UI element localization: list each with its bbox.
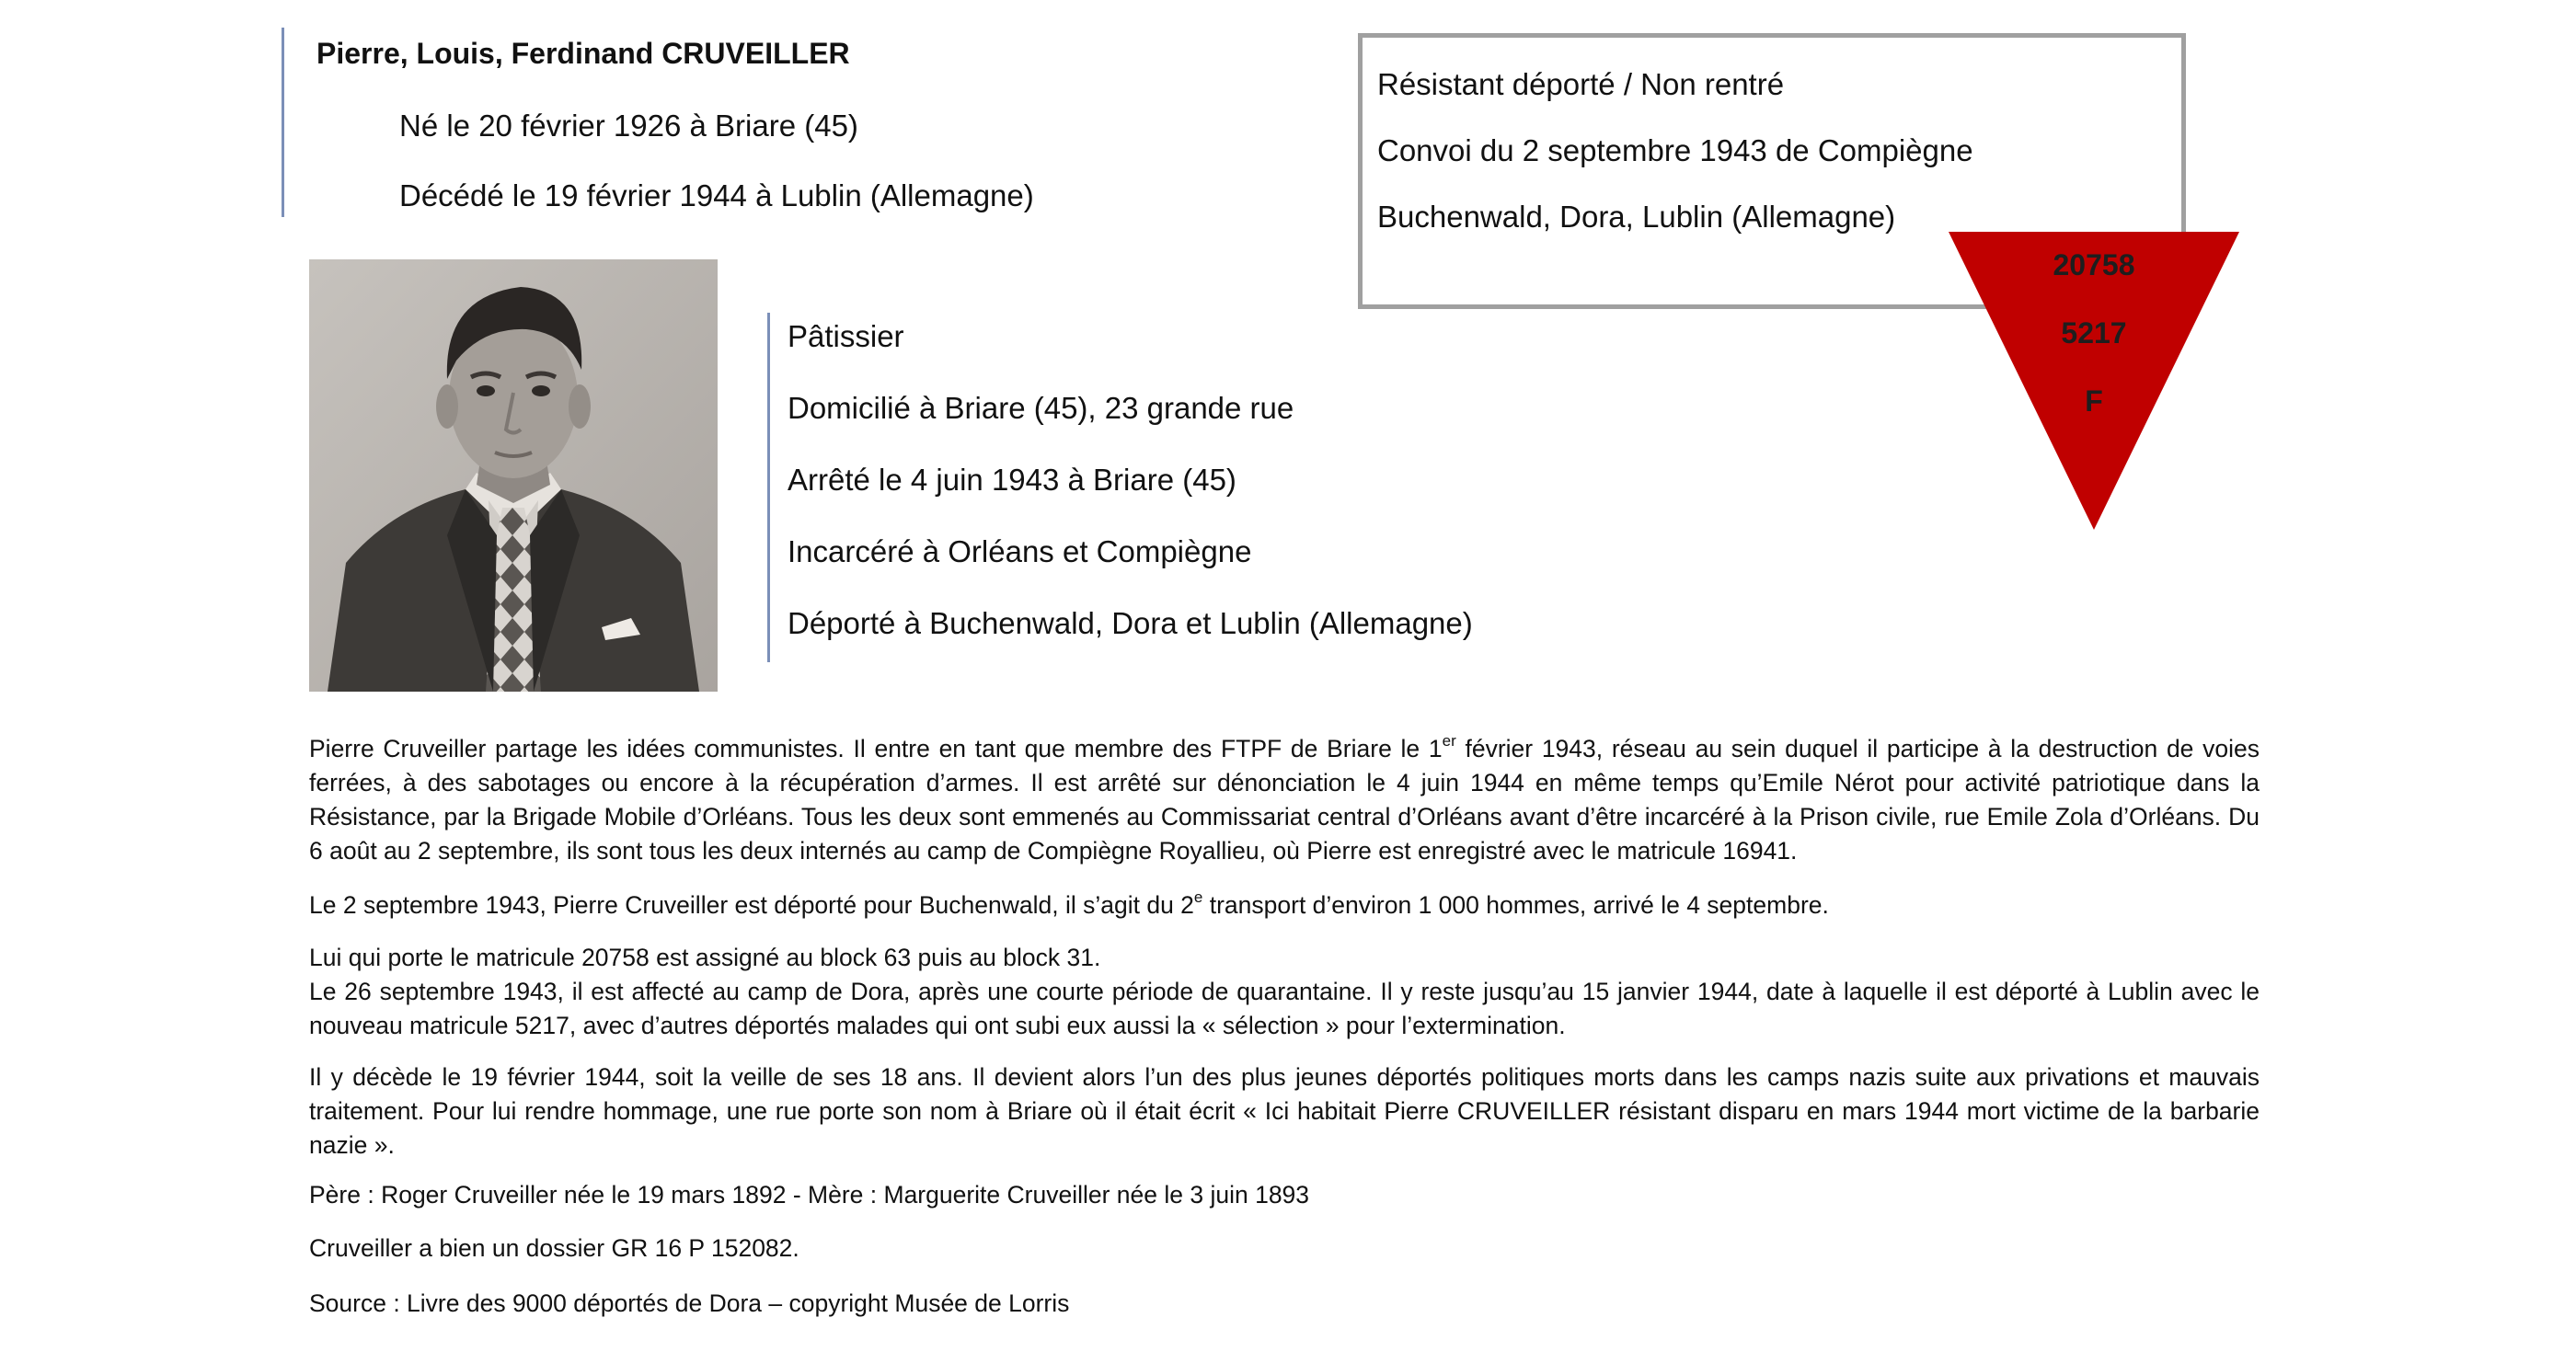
death-line: Décédé le 19 février 1944 à Lublin (Allemagne): [399, 178, 1034, 212]
detail-profession: Pâtissier: [788, 319, 904, 353]
badge-number: 5217: [2061, 316, 2127, 349]
bio-paragraph: [309, 941, 2260, 1043]
dossier-line: Cruveiller a bien un dossier GR 16 P 152082.: [309, 1234, 799, 1262]
bio-paragraph: [309, 732, 2260, 868]
bio-text: Lui qui porte le matricule 20758 est assigné au block 63 puis au block 31.: [309, 944, 1101, 971]
detail-incarceration: Incarcéré à Orléans et Compiègne: [788, 534, 1252, 568]
header-rule: [282, 28, 284, 217]
parents-line: Père : Roger Cruveiller née le 19 mars 1892 - Mère : Marguerite Cruveiller née le 3 juin 1893: [309, 1181, 1310, 1209]
source-line: Source : Livre des 9000 déportés de Dora – copyright Musée de Lorris: [309, 1289, 1070, 1317]
birth-line: Né le 20 février 1926 à Briare (45): [399, 109, 858, 143]
detail-residence: Domicilié à Briare (45), 23 grande rue: [788, 391, 1294, 425]
badge-letter: F: [2085, 384, 2103, 418]
bio-text: février 1943, réseau au sein duquel il participe à la destruction de voies ferrées, à des sabotages ou encore à la récupération d’armes. Il est arrêté sur dénonciation le 4 juin 1944 en même temps qu’Emile Nérot pour activité patriotique dans la Résistance, par la Brigade Mobile d’Orléans. Tous les deux sont emmenés au Commissariat central d’Orléans avant d’être incarcéré à la Prison civile, rue Emile Zola d’Orléans. Du 6 août au 2 septembre, ils sont tous les deux internés au camp de Compiègne Royallieu, où Pierre est enregistré avec le matricule 16941.: [309, 735, 2260, 865]
detail-arrest: Arrêté le 4 juin 1943 à Briare (45): [788, 463, 1236, 497]
bio-text: Le 2 septembre 1943, Pierre Cruveiller est déporté pour Buchenwald, il s’agit du 2: [309, 891, 1194, 919]
ordinal-sup: e: [1193, 888, 1203, 906]
bio-text: transport d’environ 1 000 hommes, arrivé le 4 septembre.: [1202, 891, 1829, 919]
detail-deportation: Déporté à Buchenwald, Dora et Lublin (Allemagne): [788, 606, 1473, 640]
bio-text: Pierre Cruveiller partage les idées communistes. Il entre en tant que membre des FTPF de Briare le 1: [309, 735, 1443, 762]
bio-text: Le 26 septembre 1943, il est affecté au camp de Dora, après une courte période de quarantaine. Il y reste jusqu’au 15 janvier 1944, date à laquelle il est déporté à Lublin avec le nouveau matricule 5217, avec d’autres déportés malades qui ont subi eux aussi la « sélection » pour l’extermination.: [309, 978, 2260, 1039]
bio-paragraph: [309, 1060, 2260, 1163]
details-list: [788, 315, 1473, 674]
bio-paragraph: [309, 888, 2260, 922]
red-triangle-badge: [1949, 230, 2243, 533]
status-line: Résistant déporté / Non rentré: [1377, 67, 1785, 101]
portrait-photo: [309, 259, 718, 692]
status-line: Convoi du 2 septembre 1943 de Compiègne: [1377, 133, 1973, 167]
details-rule: [767, 313, 770, 662]
status-line: Buchenwald, Dora, Lublin (Allemagne): [1377, 200, 1896, 234]
ordinal-sup: er: [1442, 732, 1456, 750]
bio-text: Il y décède le 19 février 1944, soit la veille de ses 18 ans. Il devient alors l’un des plus jeunes déportés politiques morts dans les camps nazis suite aux privations et mauvais traitement. Pour lui rendre hommage, une rue porte son nom à Briare où il était écrit « Ici habitait Pierre CRUVEILLER résistant disparu en mars 1944 mort victime de la barbarie nazie ».: [309, 1063, 2260, 1159]
person-name: Pierre, Louis, Ferdinand CRUVEILLER: [316, 37, 850, 70]
badge-number: 20758: [2053, 248, 2135, 281]
